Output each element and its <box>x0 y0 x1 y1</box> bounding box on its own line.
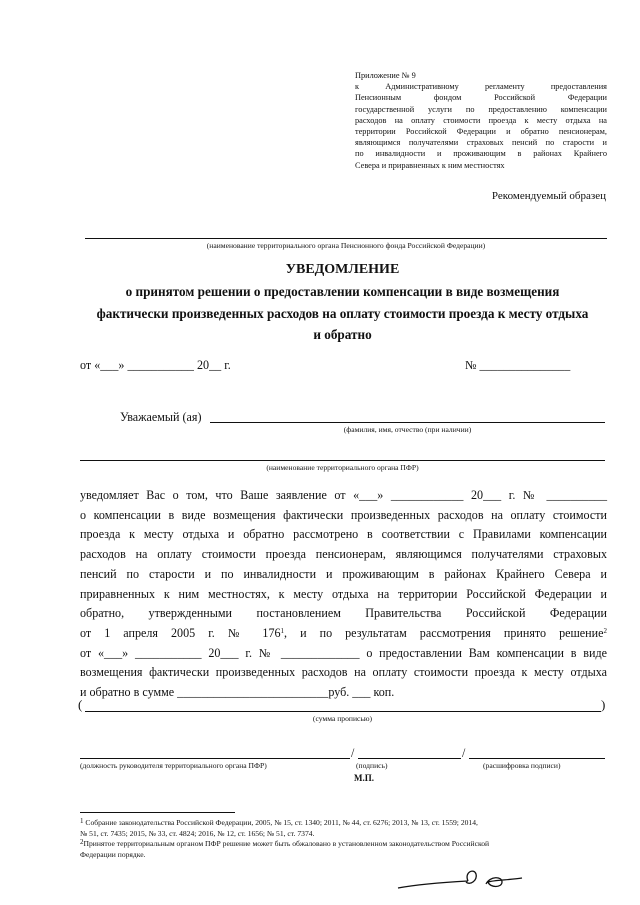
document-subtitle: фактически произведенных расходов на оплату стоимости проезда к месту отдыха <box>96 306 589 321</box>
pfr-name-line[interactable] <box>80 460 605 461</box>
body-line: уведомляет Вас о том, что Ваше заявление от «___» ____________ 20___ г. № __________ <box>80 488 607 502</box>
footnote-1-cont: № 51, ст. 7435; 2015, № 33, ст. 4824; 2016, № 12, ст. 1656; № 51, ст. 7374. <box>80 828 315 838</box>
sample-label: Рекомендуемый образец <box>491 190 606 202</box>
notice-date[interactable]: от «___» ___________ 20__ г. <box>80 358 231 372</box>
header-line: к Административному регламенту предоставления <box>355 82 607 92</box>
body-line: возмещения фактически произведенных расходов на оплату стоимости проезда к месту отдыха <box>80 665 607 680</box>
body-text: от 1 апреля 2005 г. № 176 <box>80 625 281 640</box>
header-line: территории Российской Федерации и обратно пенсионерам, <box>355 127 607 137</box>
sum-in-words-line[interactable] <box>85 711 601 712</box>
footnote-ref: 2 <box>603 626 607 635</box>
greeting-label: Уважаемый (ая) <box>120 410 202 424</box>
signature-decode-caption: (расшифровка подписи) <box>483 761 561 770</box>
footnote-1 <box>80 818 610 829</box>
sum-paren-open: ( <box>78 697 83 712</box>
body-line: расходов на оплату стоимости проезда пенсионерам, являющимся получателями страховых <box>80 547 607 562</box>
handwritten-signature <box>390 862 550 896</box>
document-subtitle: и обратно <box>313 327 372 342</box>
recipient-name-caption: (фамилия, имя, отчество (при наличии) <box>343 425 472 434</box>
header-line: Пенсионным фондом Российской Федерации <box>355 93 607 103</box>
header-line: являющимся получателями страховых пенсий по старости и <box>355 138 607 148</box>
signature-caption: (подпись) <box>356 761 388 770</box>
document-title: УВЕДОМЛЕНИЕ <box>285 262 400 277</box>
header-line: по инвалидности и проживающим в районах Крайнего <box>355 149 607 159</box>
sum-paren-close: ) <box>601 697 606 712</box>
footnote-2-cont: Федерации порядке. <box>80 849 146 859</box>
footnote-marker: 2 <box>80 838 84 847</box>
signature-separator: / <box>351 746 355 760</box>
stamp-place: М.П. <box>354 773 374 783</box>
notice-body <box>80 486 607 703</box>
body-line: и обратно в сумме _________________________руб. ___ коп. <box>80 685 395 700</box>
body-line: пенсий по старости и по инвалидности и проживающим в районах Крайнего Севера и <box>80 566 607 581</box>
org-name-line[interactable] <box>85 238 607 239</box>
body-line <box>80 624 607 644</box>
signature-decode-line[interactable] <box>469 758 605 759</box>
org-name-caption: (наименование территориального органа Пенсионного фонда Российской Федерации) <box>206 241 486 250</box>
recipient-name-line[interactable] <box>210 422 605 423</box>
appendix-number: Приложение № 9 <box>355 71 416 80</box>
header-line: Севера и приравненных к ним местностях <box>355 160 505 170</box>
body-line: от «___» ___________ 20___ г. № _____________ о предоставлении Вам компенсации в виде <box>80 645 607 660</box>
footnote-2 <box>80 839 610 850</box>
body-text: , и по результатам рассмотрения принято решение <box>284 625 604 640</box>
position-line[interactable] <box>80 758 350 759</box>
footnote-text: Принятое территориальным органом ПФР решение может быть обжаловано в установленном законодательством Российской <box>83 839 490 849</box>
sum-in-words-caption: (сумма прописью) <box>312 714 373 723</box>
footnote-text: Собрание законодательства Российской Федерации, 2005, № 15, ст. 1340; 2011, № 44, ст. 6276; 2013, № 13, ст. 1559; 2014, <box>85 818 478 827</box>
pfr-name-caption: (наименование территориального органа ПФР) <box>266 463 419 472</box>
position-caption: (должность руководителя территориального органа ПФР) <box>80 761 267 770</box>
footnotes <box>80 818 610 860</box>
footnote-marker: 1 <box>80 817 84 825</box>
body-line: обратно, утвержденными постановлением Правительства Российской Федерации <box>80 606 607 621</box>
body-line: о компенсации в виде возмещения фактически произведенных расходов на оплату стоимости <box>80 507 607 522</box>
signature-separator: / <box>462 746 466 760</box>
header-line: государственной услуги по предоставлению компенсации <box>355 104 607 114</box>
footnote-ref: 1 <box>280 626 285 635</box>
header-line: расходов на оплату стоимости проезда к месту отдыха на <box>355 115 607 125</box>
notice-number[interactable]: № _______________ <box>465 358 571 372</box>
appendix-header <box>355 70 607 171</box>
document-subtitle: о принятом решении о предоставлении компенсации в виде возмещения <box>125 284 560 299</box>
footnote-separator <box>80 812 235 813</box>
body-line: приравненных к ним местностях, к месту отдыха на территории Российской Федерации и <box>80 586 607 601</box>
signature-line[interactable] <box>358 758 461 759</box>
body-line: проезда к месту отдыха и обратно рассмотрено в соответствии с Правилами компенсации <box>80 527 607 542</box>
